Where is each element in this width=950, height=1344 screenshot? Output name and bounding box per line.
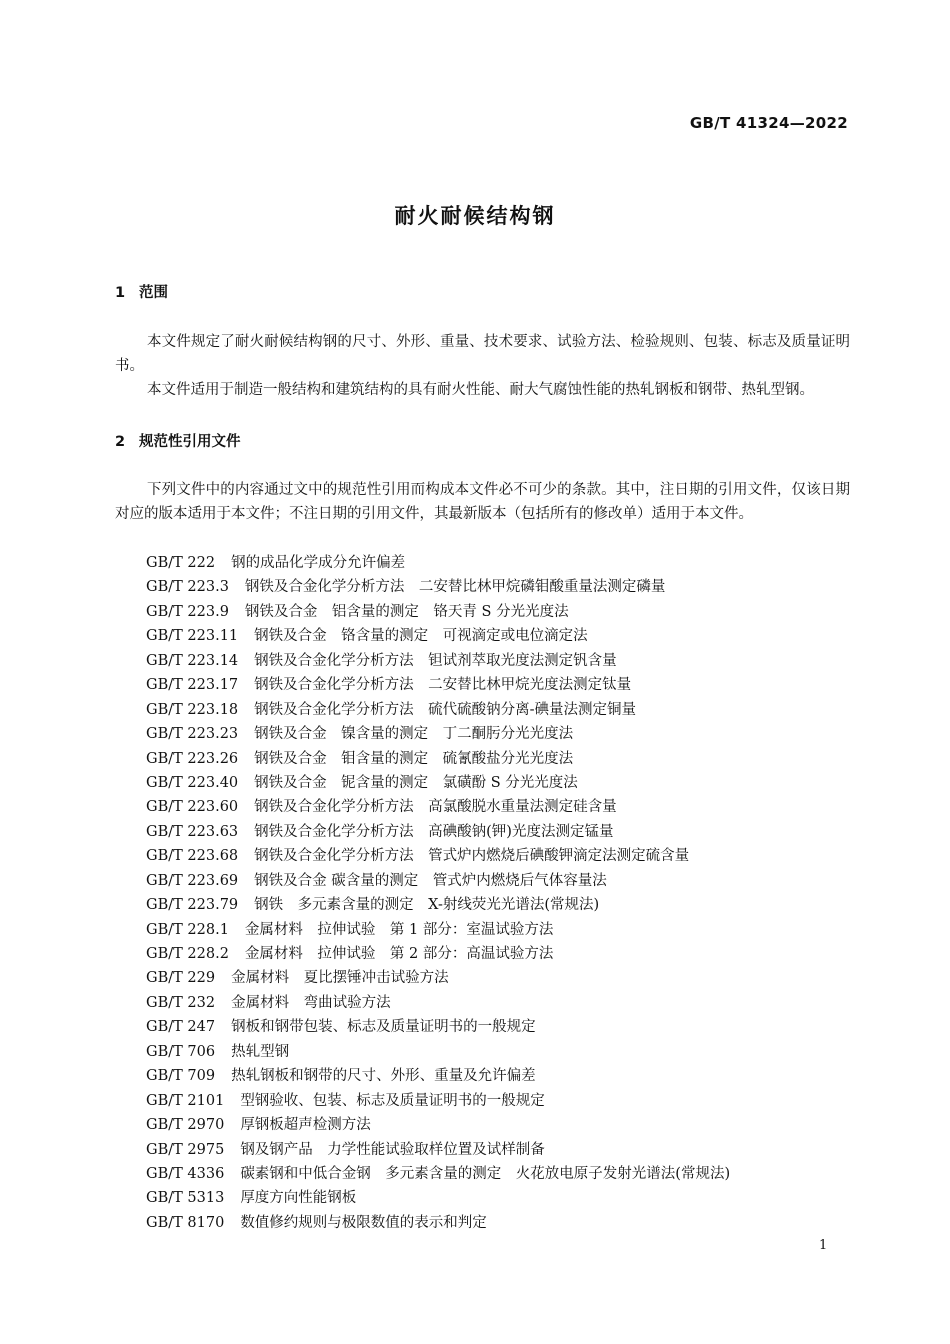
reference-title: 钢铁及合金化学分析方法 高氯酸脱水重量法测定硅含量	[254, 799, 617, 816]
reference-title: 钢铁及合金 铬含量的测定 可视滴定或电位滴定法	[254, 628, 588, 645]
reference-item	[146, 820, 730, 844]
reference-item	[146, 893, 730, 917]
reference-item	[146, 600, 730, 624]
reference-item	[146, 942, 730, 966]
reference-item	[146, 698, 730, 722]
reference-title: 钢板和钢带包装、标志及质量证明书的一般规定	[231, 1019, 536, 1036]
reference-code: GB/T 223.26	[146, 750, 239, 767]
reference-title: 钢铁及合金 铝含量的测定 铬天青 S 分光光度法	[244, 603, 569, 620]
reference-code: GB/T 228.2	[146, 946, 229, 962]
reference-title: 钢铁及合金 钼含量的测定 硫氰酸盐分光光度法	[254, 750, 574, 767]
reference-title: 钢的成品化学成分允许偏差	[231, 555, 406, 571]
reference-code: GB/T 709	[146, 1068, 216, 1085]
reference-code: GB/T 223.23	[146, 726, 239, 743]
reference-item	[146, 1040, 730, 1064]
standard-code: GB/T 41324—2022	[689, 114, 848, 132]
reference-code: GB/T 223.9	[146, 603, 229, 620]
reference-item	[146, 918, 730, 942]
reference-code: GB/T 2101	[146, 1092, 225, 1109]
reference-item	[146, 551, 730, 575]
section-heading-normative-references	[115, 430, 241, 451]
document-title: 耐火耐候结构钢	[394, 204, 556, 228]
reference-title: 热轧钢板和钢带的尺寸、外形、重量及允许偏差	[231, 1068, 536, 1085]
reference-code: GB/T 223.68	[146, 848, 239, 865]
section-number: 2	[115, 434, 126, 450]
reference-item	[146, 1113, 730, 1137]
reference-title: 钢铁 多元素含量的测定 X-射线荧光光谱法(常规法)	[254, 897, 600, 914]
reference-item	[146, 722, 730, 746]
page-number: 1	[819, 1238, 828, 1253]
section-title: 规范性引用文件	[139, 434, 241, 450]
reference-title: 金属材料 夏比摆锤冲击试验方法	[231, 970, 449, 987]
reference-item	[146, 1015, 730, 1039]
reference-title: 钢铁及合金化学分析方法 二安替比林甲烷光度法测定钛量	[254, 677, 632, 694]
reference-item	[146, 747, 730, 771]
reference-code: GB/T 232	[146, 994, 216, 1011]
reference-title: 钢铁及合金化学分析方法 管式炉内燃烧后碘酸钾滴定法测定硫含量	[254, 848, 690, 865]
reference-code: GB/T 223.11	[146, 628, 239, 645]
reference-code: GB/T 223.18	[146, 701, 239, 718]
reference-code: GB/T 223.3	[146, 579, 229, 596]
reference-code: GB/T 223.14	[146, 652, 239, 669]
reference-code: GB/T 228.1	[146, 921, 229, 938]
reference-title: 钢及钢产品 力学性能试验取样位置及试样制备	[240, 1141, 545, 1158]
reference-code: GB/T 223.79	[146, 897, 239, 914]
reference-code: GB/T 2975	[146, 1141, 225, 1158]
reference-item	[146, 673, 730, 697]
reference-title: 金属材料 拉伸试验 第 1 部分：室温试验方法	[244, 921, 554, 938]
section-heading-scope	[115, 281, 168, 302]
reference-title: 钢铁及合金 镍含量的测定 丁二酮肟分光光度法	[254, 726, 574, 743]
reference-title: 热轧型钢	[231, 1043, 290, 1060]
reference-title: 数值修约规则与极限数值的表示和判定	[240, 1214, 487, 1231]
reference-code: GB/T 8170	[146, 1214, 225, 1231]
reference-item	[146, 869, 730, 893]
reference-item	[146, 771, 730, 795]
reference-code: GB/T 223.69	[146, 872, 239, 889]
reference-code: GB/T 223.60	[146, 799, 239, 816]
reference-list	[146, 551, 730, 1235]
reference-title: 钢铁及合金化学分析方法 硫代硫酸钠分离-碘量法测定铜量	[254, 701, 637, 718]
reference-code: GB/T 2970	[146, 1117, 225, 1134]
reference-item	[146, 966, 730, 990]
reference-title: 厚度方向性能钢板	[240, 1190, 357, 1207]
reference-item	[146, 649, 730, 673]
reference-code: GB/T 223.63	[146, 823, 239, 840]
reference-title: 钢铁及合金化学分析方法 二安替比林甲烷磷钼酸重量法测定磷量	[244, 579, 666, 596]
reference-title: 钢铁及合金 碳含量的测定 管式炉内燃烧后气体容量法	[254, 872, 607, 889]
reference-title: 金属材料 拉伸试验 第 2 部分：高温试验方法	[244, 946, 554, 962]
scope-paragraph-1: 本文件规定了耐火耐候结构钢的尺寸、外形、重量、技术要求、试验方法、检验规则、包装、标志及质量证明书。	[115, 334, 850, 374]
reference-item	[146, 1211, 730, 1235]
scope-paragraph-2: 本文件适用于制造一般结构和建筑结构的具有耐火性能、耐大气腐蚀性能的热轧钢板和钢带、热轧型钢。	[147, 382, 814, 398]
reference-code: GB/T 706	[146, 1043, 216, 1060]
reference-item	[146, 624, 730, 648]
reference-code: GB/T 223.17	[146, 677, 239, 694]
reference-item	[146, 1064, 730, 1088]
reference-title: 型钢验收、包装、标志及质量证明书的一般规定	[240, 1092, 545, 1109]
reference-item	[146, 1138, 730, 1162]
reference-item	[146, 844, 730, 868]
reference-item	[146, 1089, 730, 1113]
reference-code: GB/T 223.40	[146, 774, 239, 791]
reference-item	[146, 991, 730, 1015]
reference-item	[146, 1162, 730, 1186]
reference-code: GB/T 229	[146, 970, 216, 987]
reference-code: GB/T 5313	[146, 1190, 225, 1207]
reference-code: GB/T 222	[146, 555, 216, 571]
reference-code: GB/T 4336	[146, 1165, 225, 1182]
reference-title: 钢铁及合金化学分析方法 高碘酸钠(钾)光度法测定锰量	[254, 823, 614, 840]
reference-title: 碳素钢和中低合金钢 多元素含量的测定 火花放电原子发射光谱法(常规法)	[240, 1165, 731, 1182]
reference-title: 厚钢板超声检测方法	[240, 1117, 371, 1134]
reference-title: 金属材料 弯曲试验方法	[231, 994, 391, 1011]
reference-item	[146, 575, 730, 599]
reference-title: 钢铁及合金 铌含量的测定 氯磺酚 S 分光光度法	[254, 774, 578, 791]
section-number: 1	[115, 285, 126, 301]
section-title: 范围	[139, 285, 168, 301]
reference-title: 钢铁及合金化学分析方法 钽试剂萃取光度法测定钒含量	[254, 652, 617, 669]
reference-code: GB/T 247	[146, 1019, 216, 1036]
references-intro-paragraph: 下列文件中的内容通过文中的规范性引用而构成本文件必不可少的条款。其中，注日期的引用文件，仅该日期对应的版本适用于本文件；不注日期的引用文件，其最新版本（包括所有的修改单）适用于本文件。	[115, 482, 850, 522]
reference-item	[146, 1186, 730, 1210]
reference-item	[146, 795, 730, 819]
